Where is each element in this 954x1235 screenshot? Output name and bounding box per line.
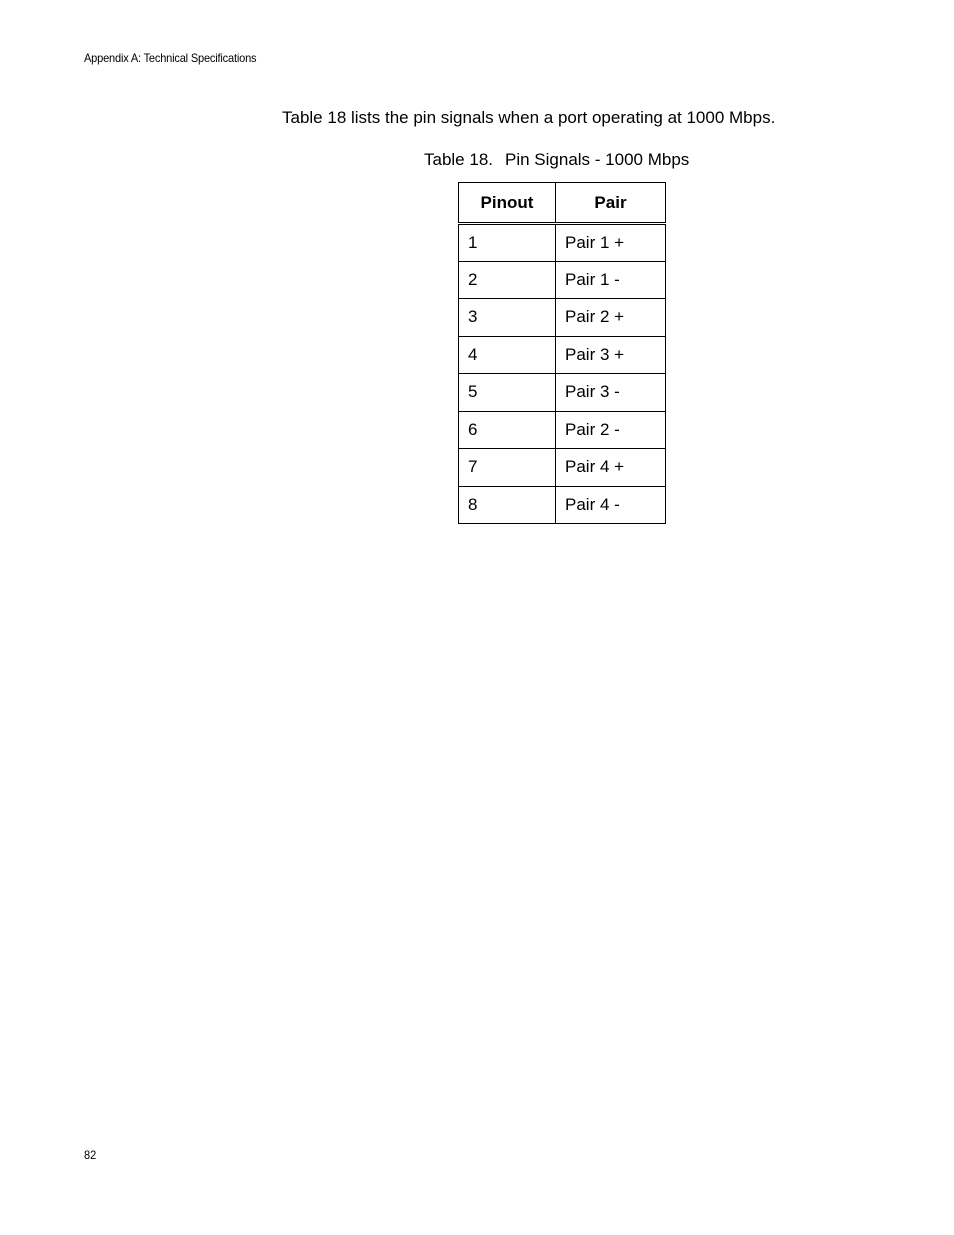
pair-cell: Pair 1 + (556, 224, 666, 262)
table-row (459, 449, 666, 487)
table-caption-number: Table 18. (424, 150, 493, 169)
pinout-cell: 8 (459, 486, 556, 524)
pinout-cell: 3 (459, 299, 556, 337)
column-header-pinout: Pinout (459, 183, 556, 224)
table-row (459, 374, 666, 412)
table-row (459, 224, 666, 262)
table-header-row (459, 183, 666, 224)
table-row (459, 486, 666, 524)
intro-paragraph: Table 18 lists the pin signals when a port operating at 1000 Mbps. (282, 108, 776, 127)
pinout-cell: 6 (459, 411, 556, 449)
pair-cell: Pair 4 - (556, 486, 666, 524)
pin-signals-table (458, 182, 666, 524)
table-row (459, 336, 666, 374)
table-row (459, 261, 666, 299)
page-number: 82 (84, 1148, 97, 1162)
pair-cell: Pair 4 + (556, 449, 666, 487)
pinout-cell: 7 (459, 449, 556, 487)
pinout-cell: 4 (459, 336, 556, 374)
pair-cell: Pair 1 - (556, 261, 666, 299)
pair-cell: Pair 2 + (556, 299, 666, 337)
pair-cell: Pair 3 - (556, 374, 666, 412)
running-header: Appendix A: Technical Specifications (84, 51, 257, 65)
table-caption-title: Pin Signals - 1000 Mbps (505, 150, 690, 169)
pair-cell: Pair 3 + (556, 336, 666, 374)
table-row (459, 411, 666, 449)
pinout-cell: 5 (459, 374, 556, 412)
table-caption (424, 150, 689, 170)
table-row (459, 299, 666, 337)
pinout-cell: 2 (459, 261, 556, 299)
column-header-pair: Pair (556, 183, 666, 224)
pinout-cell: 1 (459, 224, 556, 262)
pair-cell: Pair 2 - (556, 411, 666, 449)
